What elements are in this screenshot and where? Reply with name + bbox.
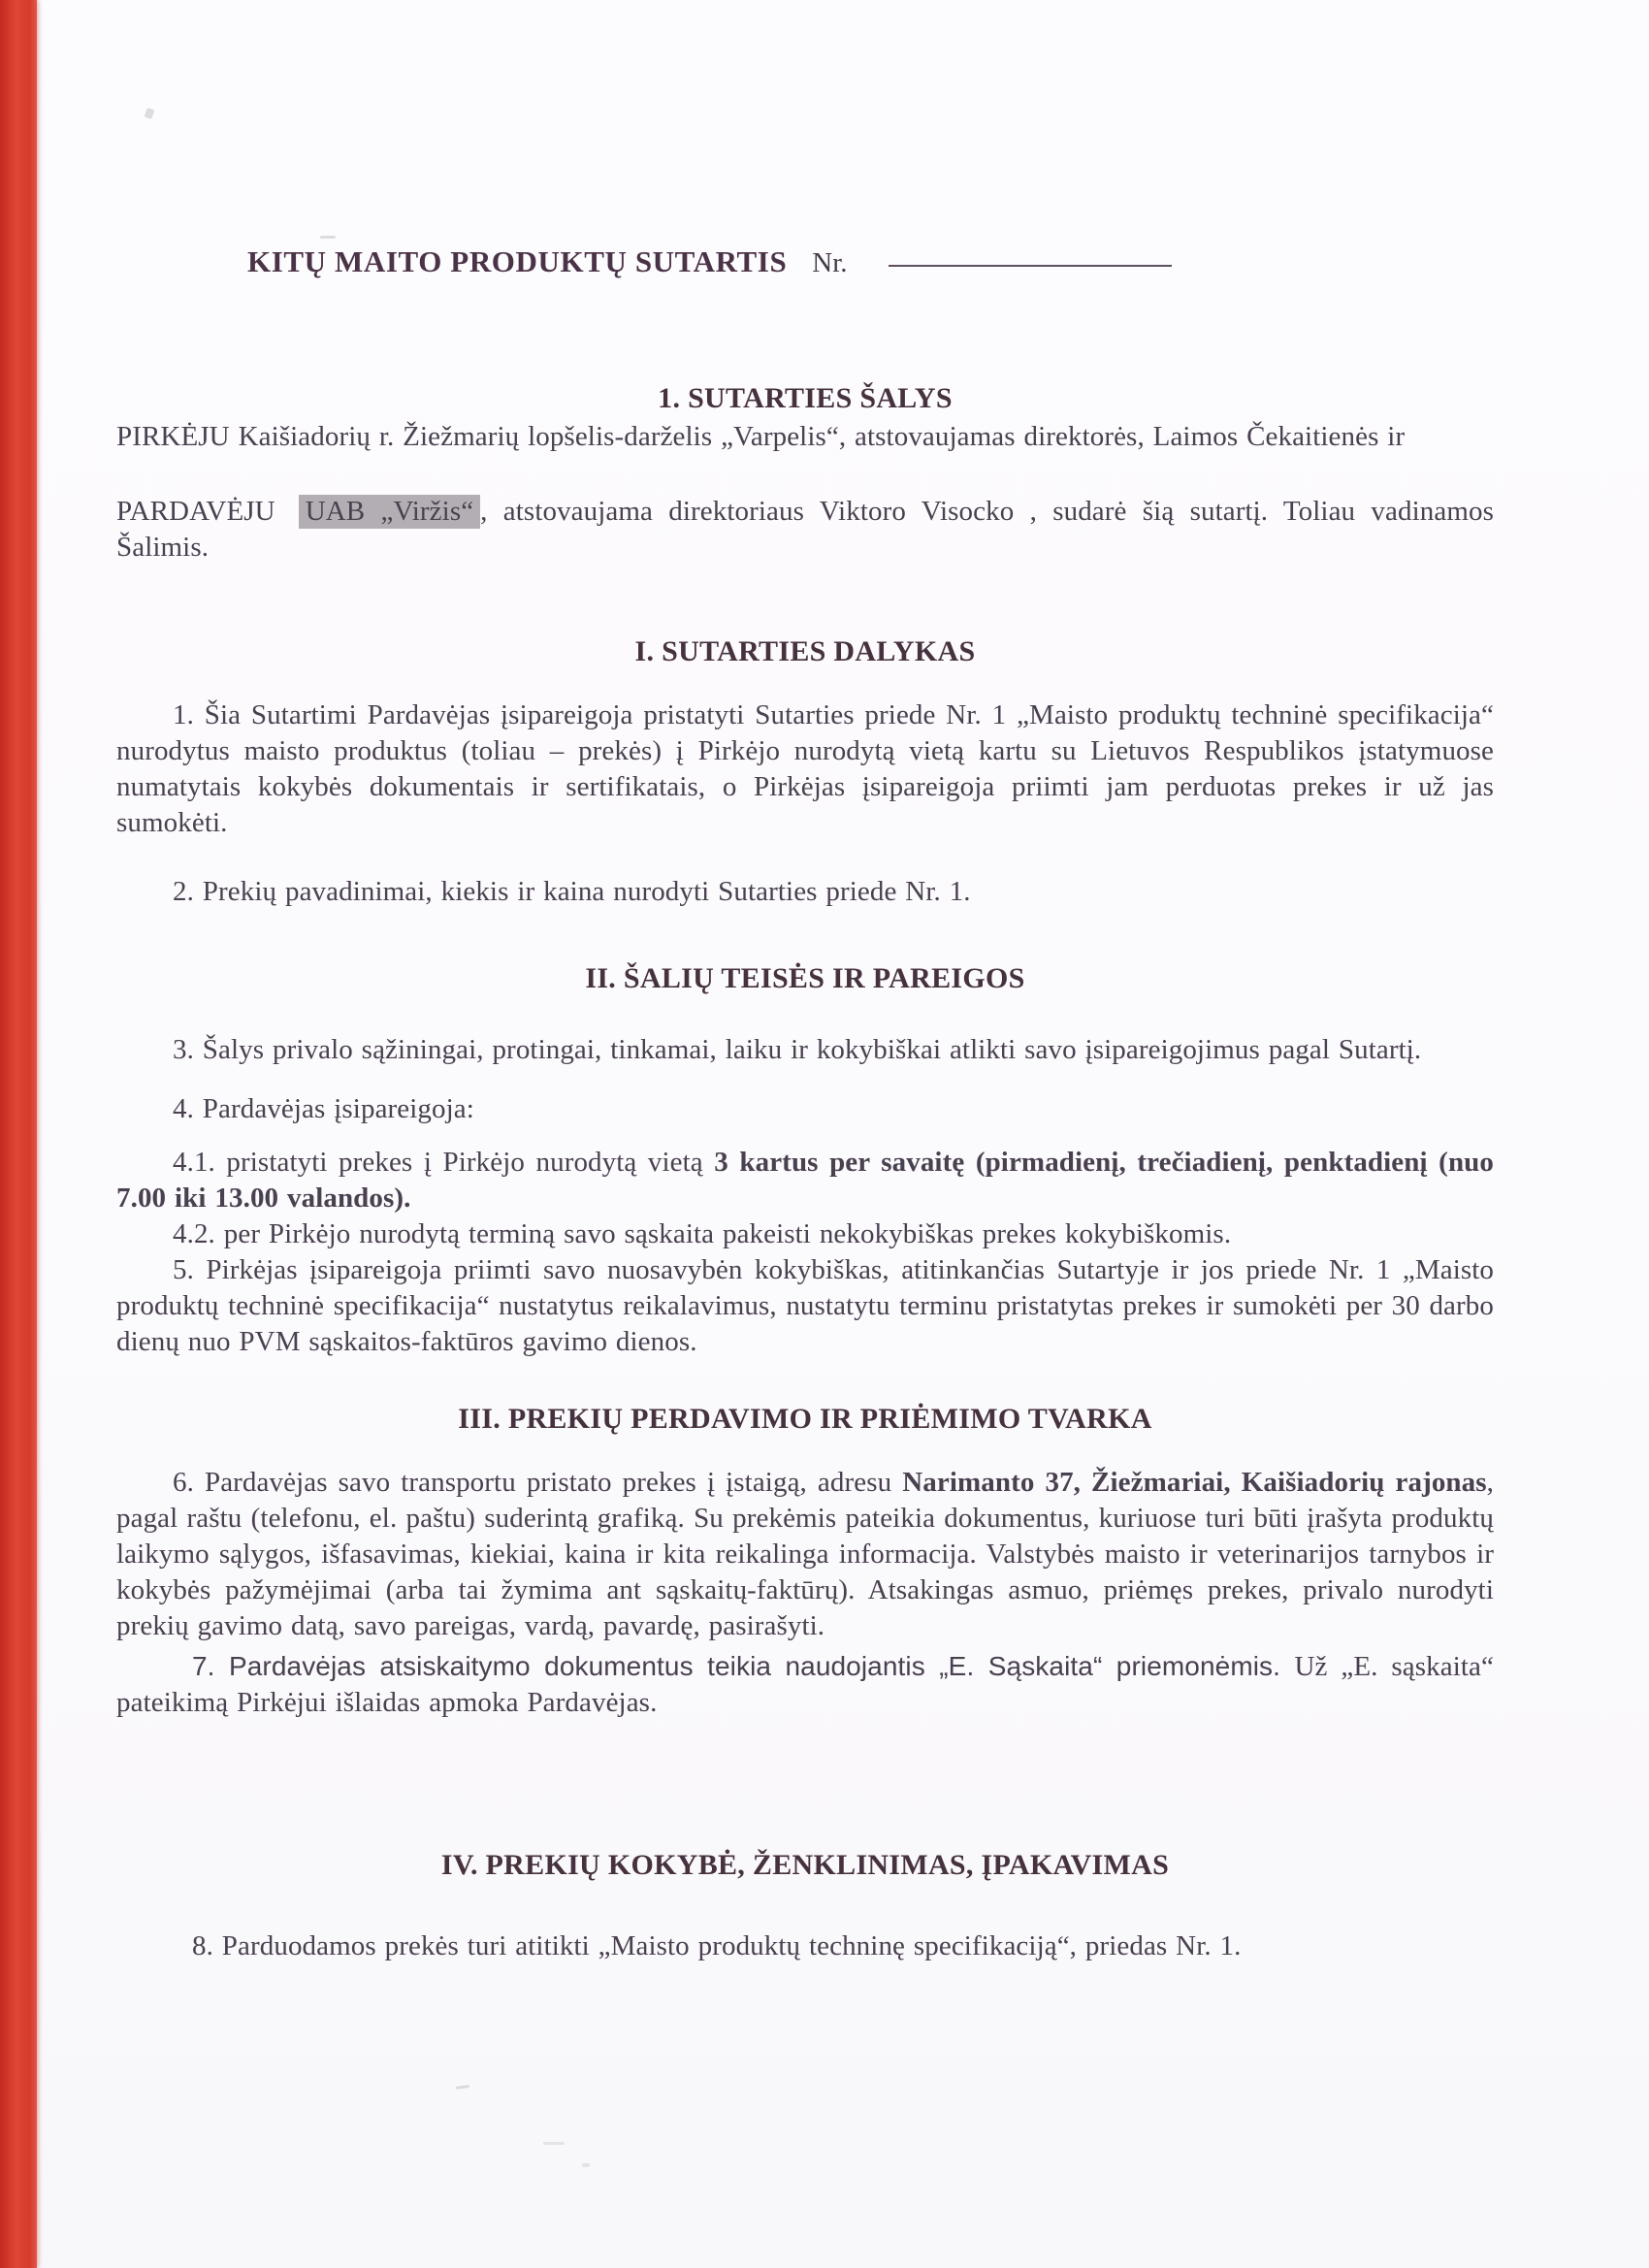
clause-7-sans-text: 7. Pardavėjas atsiskaitymo dokumentus teikia naudojantis „E. Sąskaita“ priemonėmis. (192, 1651, 1295, 1681)
clause-2: 2. Prekių pavadinimai, kiekis ir kaina nurodyti Sutarties priede Nr. 1. (173, 876, 971, 907)
scan-smudge (582, 2163, 590, 2167)
clause-4-2: 4.2. per Pirkėjo nurodytą terminą savo sąskaita pakeisti nekokybiškas prekes kokybiškomis. (173, 1218, 1232, 1249)
parties-section-heading: 1. SUTARTIES ŠALYS (658, 382, 953, 414)
seller-company-highlighted: UAB „Viržis“ (299, 495, 480, 529)
clause-4: 4. Pardavėjas įsipareigoja: (173, 1093, 474, 1124)
clause-6-text-rest: , pagal raštu (telefonu, el. paštu) suderintą grafiką. Su prekėmis pateikia dokumentus, kuriuose turi būti įrašyta produktų laikymo sąlygos, išfasavimas, kiekiai, kaina ir kita reikalinga informacija. Valstybės maisto ir veterinarijos tarnybos ir kokybės pažymėjimai (arba tai žymima ant sąskaitų-faktūrų). Atsakingas asmuo, priėmęs prekes, privalo nurodyti prekių gavimo datą, savo pareigas, vardą, pavardę, pasirašyti. (116, 1467, 1494, 1641)
clause-3: 3. Šalys privalo sąžiningai, protingai, tinkamai, laiku ir kokybiškai atlikti savo įsipareigojimus pagal Sutartį. (173, 1034, 1422, 1065)
scan-smudge (456, 2085, 469, 2090)
section-2-heading: II. ŠALIŲ TEISĖS IR PAREIGOS (585, 962, 1025, 994)
scan-smudge (543, 2142, 565, 2145)
clause-7 (116, 1648, 1494, 1721)
section-1-heading: I. SUTARTIES DALYKAS (634, 635, 976, 667)
clause-4-1-bold-text: 3 kartus per savaitę (pirmadienį, trečiadienį, penktadienį (nuo 7.00 iki 13.00 valandos). (116, 1147, 1494, 1214)
clause-7-serif-text: Už „E. sąskaita“ pateikimą Pirkėjui išlaidas apmoka Pardavėjas. (116, 1651, 1494, 1718)
buyer-paragraph: PIRKĖJU Kaišiadorių r. Žiežmarių lopšelis-darželis „Varpelis“, atstovaujamas direktorės, Laimos Čekaitienės ir (116, 421, 1406, 452)
seller-paragraph (116, 494, 1494, 566)
clause-1: 1. Šia Sutartimi Pardavėjas įsipareigoja pristatyti Sutarties priede Nr. 1 „Maisto produktų techninė specifikacija“ nurodytus maisto produktus (toliau – prekės) į Pirkėjo nurodytą vietą kartu su Lietuvos Respublikos įstatymuose numatytais kokybės dokumentais ir sertifikatais, o Pirkėjas įsipareigoja priimti jam perduotas prekes ir už jas sumokėti. (116, 699, 1494, 838)
delivery-address-bold: Narimanto 37, Žiežmariai, Kaišiadorių rajonas (902, 1467, 1487, 1498)
seller-paragraph-rest: , atstovaujama direktoriaus Viktoro Visocko , sudarė šią sutartį. Toliau vadinamos Šalimis. (116, 496, 1494, 563)
document-content (116, 0, 1494, 1964)
section-3-heading: III. PREKIŲ PERDAVIMO IR PRIĖMIMO TVARKA (458, 1403, 1152, 1435)
clause-8: 8. Parduodamos prekės turi atitikti „Maisto produktų techninę specifikaciją“, priedas Nr. 1. (192, 1930, 1242, 1961)
contract-number-blank-line (889, 264, 1172, 267)
clause-4-1-text: 4.1. pristatyti prekes į Pirkėjo nurodytą vietą (173, 1147, 715, 1178)
scan-edge-stripe (0, 0, 37, 2268)
document-title-row (116, 244, 1494, 279)
clause-4-1 (116, 1145, 1494, 1216)
clause-6-text-pre: 6. Pardavėjas savo transportu pristato prekes į įstaigą, adresu (173, 1467, 903, 1498)
section-4-heading: IV. PREKIŲ KOKYBĖ, ŽENKLINIMAS, ĮPAKAVIMAS (440, 1849, 1170, 1881)
contract-number-label: Nr. (812, 247, 848, 278)
document-title: KITŲ MAITO PRODUKTŲ SUTARTIS (247, 244, 788, 278)
seller-label: PARDAVĖJU (116, 496, 275, 527)
clause-5: 5. Pirkėjas įsipareigoja priimti savo nuosavybėn kokybiškas, atitinkančias Sutartyje ir jos priede Nr. 1 „Maisto produktų techninė specifikacija“ nustatytus reikalavimus, nustatytu terminu pristatytas prekes ir sumokėti per 30 darbo dienų nuo PVM sąskaitos-faktūros gavimo dienos. (116, 1254, 1494, 1357)
clause-6 (116, 1465, 1494, 1644)
